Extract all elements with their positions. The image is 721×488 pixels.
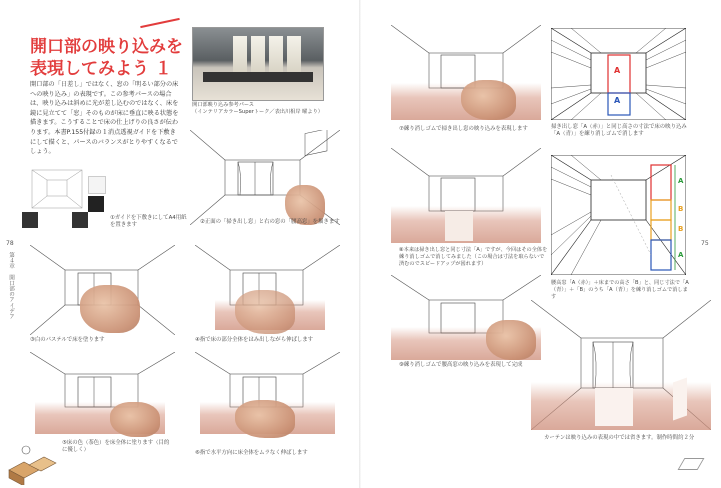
label-a-blue: A: [614, 96, 621, 105]
step-5-sketch: [30, 352, 175, 437]
reference-photo: [192, 27, 324, 101]
label-a-red: A: [678, 177, 684, 185]
reflection-window: [595, 388, 633, 426]
photo-counter: [203, 72, 313, 82]
page-number-right: 75: [701, 240, 709, 247]
label-b-1: B: [678, 205, 684, 213]
swatch-dark: [22, 212, 38, 228]
step-6-caption: ⑥指で水平方向に床全体をムラなく伸ばします: [195, 450, 308, 456]
diagram-top-caption: 掃き出し窓「A（赤）」と同じ高さの寸法で床の映り込み「A（青）」を練り消しゴムで消します: [551, 124, 687, 137]
diagram-bottom: [551, 155, 686, 275]
label-a-red: A: [614, 66, 621, 75]
reflection-diagram-b: [551, 155, 686, 275]
step-8-sketch: [391, 148, 541, 243]
step-4-sketch: [195, 245, 340, 335]
step-2-sketch: [190, 130, 340, 225]
reflection-side: [673, 377, 687, 420]
guide-sketch: [22, 160, 112, 230]
step-9-sketch: [391, 275, 541, 360]
diagram-top: [551, 28, 686, 120]
step-3-sketch: [30, 245, 175, 335]
step-6-sketch: [195, 352, 340, 437]
accent-stroke: [140, 18, 180, 28]
step-5-caption: ⑤床の色（茶色）を床全体に塗ります（目的に優しく）: [62, 440, 170, 453]
step-7-sketch: [391, 25, 541, 120]
right-page: [361, 0, 721, 488]
photo-window: [269, 36, 283, 72]
hand: [110, 402, 160, 437]
label-a-blue: A: [678, 251, 684, 259]
final-sketch: [531, 300, 711, 430]
swatch-black: [88, 196, 104, 212]
label-b-2: B: [678, 225, 684, 233]
page-number-left: 78: [6, 240, 14, 247]
swatch-dark: [72, 212, 88, 228]
swatch-white: [88, 176, 106, 194]
step-8-caption: ⑧本来は掃き出し窓と同じ寸法「A」ですが、今回はその全体を練り消しゴムで消してみました（この場合は寸法を取らないで済むのでスピードアップが図れます）: [399, 247, 548, 267]
diagram-bottom-caption: 腰高窓「A（赤）」＋床までの高さ「B」と、同じ寸法で「A（青）」＋「B」のうち「A（青）」を練り消しゴムで消します: [551, 280, 689, 300]
hand: [235, 400, 295, 438]
photo-caption: 開口部映り込み参考パース （インテリアカラーSuperトーク／表出川相岸 曜より）: [192, 102, 323, 115]
step-7-caption: ⑦練り消しゴムで掃き出し窓の映り込みを表現します: [399, 126, 528, 132]
reflection-patch: [445, 211, 473, 241]
section-label: 第４章 開口部のアイデア: [8, 252, 14, 320]
step-9-caption: ⑨練り消しゴムで腰高窓の映り込みを表現して完成: [399, 362, 523, 368]
final-caption: カーテンは映り込みの表現の中では省きます。制作時間約２分: [544, 435, 695, 441]
left-page: [0, 0, 360, 488]
corner-illustration: [4, 440, 59, 485]
intro-paragraph: 開口部の「日差し」ではなく、窓の「明るい部分の床への映り込み」の表現です。この参考パースの場合は、映り込みは斜めに光が差し込むのではなく、床を鏡に見立てて「窓」そのものが床に垂直に映る状態を描きます。こうすることで床の仕上げりの良さが伝わります。本書P.155付録の１消点透視ガイドを下敷きにして描くと、パースのバランスがとりやすくなるでしょう。: [30, 81, 179, 156]
step-4-caption: ④指で床の部分全体をはみ出しながら伸ばします: [195, 337, 314, 343]
step-2-caption: ②正面の「掃き出し窓」と右の窓の「腰高窓」を描きます: [200, 219, 340, 225]
photo-window: [251, 36, 265, 72]
hand: [80, 285, 140, 333]
title-line-1: 開口部の映り込みを: [30, 37, 183, 57]
hand: [461, 80, 516, 120]
small-sketch: [678, 458, 705, 470]
hand: [235, 290, 295, 334]
hand: [486, 320, 536, 360]
step-1-caption: ①ガイドを下敷きにしてA4用紙を置きます: [110, 215, 187, 228]
step-3-caption: ③白のパステルで床を塗ります: [30, 337, 105, 343]
photo-window: [287, 36, 301, 72]
title-line-2: 表現してみよう １: [30, 59, 172, 79]
page-title: [30, 36, 183, 80]
photo-window: [233, 36, 247, 72]
